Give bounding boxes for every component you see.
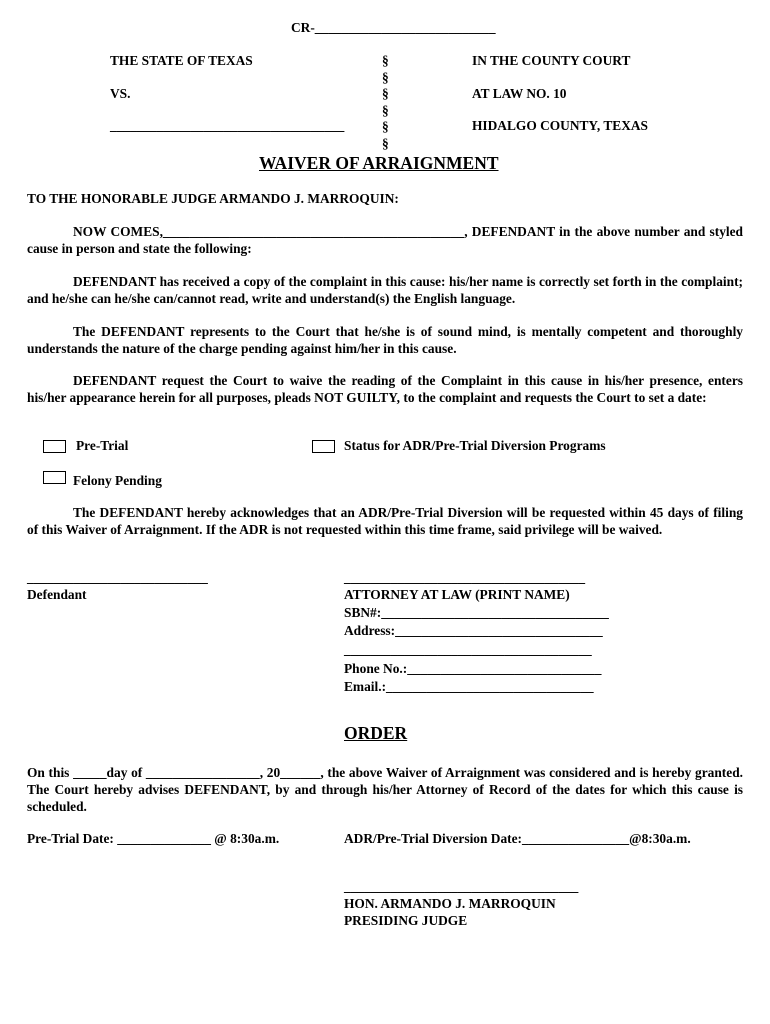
pre-trial-checkbox[interactable] xyxy=(43,440,66,453)
attorney-signature-line: ____________________________________ xyxy=(344,570,586,585)
sbn-field: SBN#:__________________________________ xyxy=(344,605,609,620)
address-line-2: _____________________________________ xyxy=(344,642,592,657)
section-symbols xyxy=(382,53,389,152)
section-symbol: § xyxy=(382,119,389,134)
paragraph-acknowledgment xyxy=(27,504,743,538)
address-field: Address:_______________________________ xyxy=(344,623,603,638)
party-vs: VS. xyxy=(110,86,131,101)
paragraph-text: NOW COMES,_____________________________________________, DEFENDANT in the above number and styled cause in person and state the following: xyxy=(27,224,743,256)
email-field: Email.:_______________________________ xyxy=(344,679,594,694)
waiver-title: WAIVER OF ARRAIGNMENT xyxy=(259,153,499,173)
paragraph-now-comes xyxy=(27,223,743,257)
court-name: IN THE COUNTY COURT xyxy=(472,53,631,68)
judge-signature-line: ___________________________________ xyxy=(344,879,579,894)
addressee: TO THE HONORABLE JUDGE ARMANDO J. MARROQUIN: xyxy=(27,191,399,206)
felony-pending-label: Felony Pending xyxy=(73,473,162,488)
adr-status-checkbox[interactable] xyxy=(312,440,335,453)
paragraph-text: DEFENDANT request the Court to waive the reading of the Complaint in this cause in his/her presence, enters his/her appearance herein for all purposes, pleads NOT GUILTY, to the complaint and requests the Court to set a date: xyxy=(27,373,743,405)
paragraph-request xyxy=(27,372,743,406)
defendant-name-line: ___________________________________ xyxy=(110,118,345,133)
order-title: ORDER xyxy=(344,723,408,743)
section-symbol: § xyxy=(382,53,389,68)
paragraph-sound-mind xyxy=(27,323,743,357)
judge-title: PRESIDING JUDGE xyxy=(344,913,468,928)
case-number: CR-___________________________ xyxy=(291,20,496,35)
section-symbol: § xyxy=(382,135,389,151)
paragraph-text: The DEFENDANT represents to the Court that he/she is of sound mind, is mentally competent and thoroughly understands the nature of the charge pending against him/her in this cause. xyxy=(27,324,743,356)
defendant-signature-line: ___________________________ xyxy=(27,570,208,585)
defendant-label: Defendant xyxy=(27,587,87,602)
party-state: THE STATE OF TEXAS xyxy=(110,53,253,68)
pre-trial-label: Pre-Trial xyxy=(76,438,129,453)
court-number: AT LAW NO. 10 xyxy=(472,86,567,101)
adr-date: ADR/Pre-Trial Diversion Date:________________@8:30a.m. xyxy=(344,831,691,846)
adr-status-label: Status for ADR/Pre-Trial Diversion Programs xyxy=(344,438,606,453)
paragraph-complaint xyxy=(27,273,743,307)
attorney-label: ATTORNEY AT LAW (PRINT NAME) xyxy=(344,587,570,602)
phone-field: Phone No.:_____________________________ xyxy=(344,661,602,676)
pretrial-date: Pre-Trial Date: ______________ @ 8:30a.m. xyxy=(27,831,280,846)
felony-pending-checkbox[interactable] xyxy=(43,471,66,484)
court-county: HIDALGO COUNTY, TEXAS xyxy=(472,118,648,133)
section-symbol: § xyxy=(382,86,389,101)
paragraph-text: The DEFENDANT hereby acknowledges that an ADR/Pre-Trial Diversion will be requested within 45 days of filing of this Waiver of Arraignment. If the ADR is not requested within this time frame, said privilege will be waived. xyxy=(27,505,743,537)
section-symbol: § xyxy=(382,69,389,85)
paragraph-text: DEFENDANT has received a copy of the complaint in this cause: his/her name is correctly set forth in the complaint; and he/she can he/she can/cannot read, write and understand(s) the English language. xyxy=(27,274,743,306)
order-text: On this _____day of _________________, 20______, the above Waiver of Arraignment was considered and is hereby granted. The Court hereby advises DEFENDANT, by and through his/her Attorney of Record of the dates for which this cause is scheduled. xyxy=(27,765,743,814)
section-symbol: § xyxy=(382,102,389,118)
judge-name: HON. ARMANDO J. MARROQUIN xyxy=(344,896,556,911)
